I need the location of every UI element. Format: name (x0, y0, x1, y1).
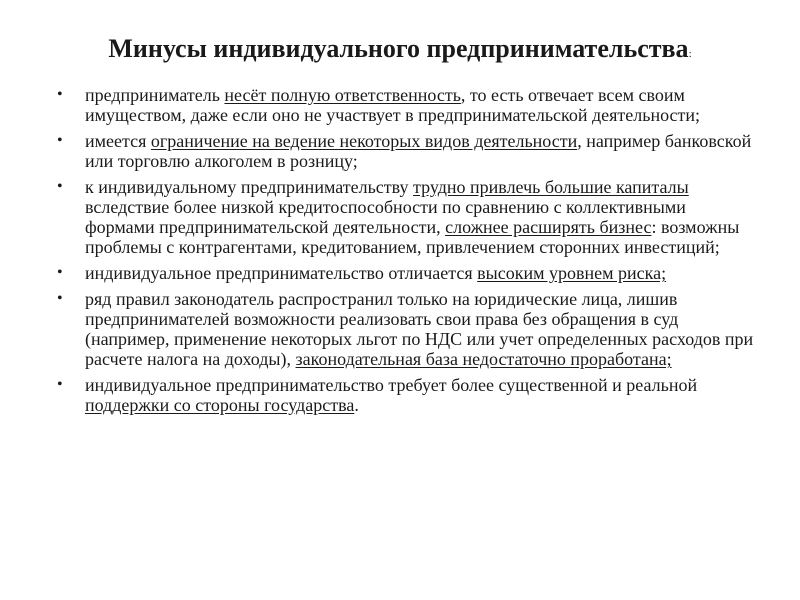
bullet-text: индивидуальное предпринимательство требует более существенной и реальной (85, 375, 698, 395)
bullet-emphasis: высоким уровнем риска; (477, 263, 667, 283)
bullet-item (55, 289, 755, 369)
bullet-item (55, 177, 755, 257)
bullet-emphasis: поддержки со стороны государства (85, 395, 355, 415)
bullet-emphasis: сложнее расширять бизнес (445, 217, 652, 237)
bullet-item (55, 263, 755, 283)
slide-title-colon: : (688, 48, 692, 60)
bullet-emphasis: несёт полную ответственность (224, 85, 461, 105)
bullet-text: ряд правил законодатель распространил только на юридические лица, лишив предпринимателей возможности реализовать свои права без обращения в суд (например, применение некоторых льгот по НДС или учет определенных расходов при расчете налога на доходы), (85, 289, 754, 369)
bullet-item (55, 85, 755, 125)
bullet-text: , например банковской или торговлю алкоголем в розницу; (85, 131, 752, 171)
bullet-text: предприниматель (85, 85, 225, 105)
bullet-text: имеется (85, 131, 151, 151)
bullet-text: индивидуальное предпринимательство отличается (85, 263, 478, 283)
slide-title (0, 34, 800, 69)
bullet-emphasis: ограничение на ведение некоторых видов деятельности (150, 131, 578, 151)
bullet-item (55, 131, 755, 171)
bullet-text: вследствие более низкой кредитоспособности по сравнению с коллективными формами предпринимательской деятельности, (85, 197, 686, 237)
bullet-item (55, 375, 755, 415)
bullet-emphasis: законодательная база недостаточно проработана; (295, 349, 672, 369)
bullet-text: к индивидуальному предпринимательству (85, 177, 414, 197)
bullet-text: . (354, 395, 359, 415)
bullet-text: : возможны проблемы с контрагентами, кредитованием, привлечением сторонних инвестиций; (85, 217, 740, 257)
bullet-emphasis: трудно привлечь большие капиталы (413, 177, 689, 197)
bullet-text: , то есть отвечает всем своим имуществом, даже если оно не участвует в предпринимательской деятельности; (85, 85, 701, 125)
bullet-list (55, 85, 755, 421)
slide-title-text: Минусы индивидуального предпринимательства (108, 34, 689, 63)
